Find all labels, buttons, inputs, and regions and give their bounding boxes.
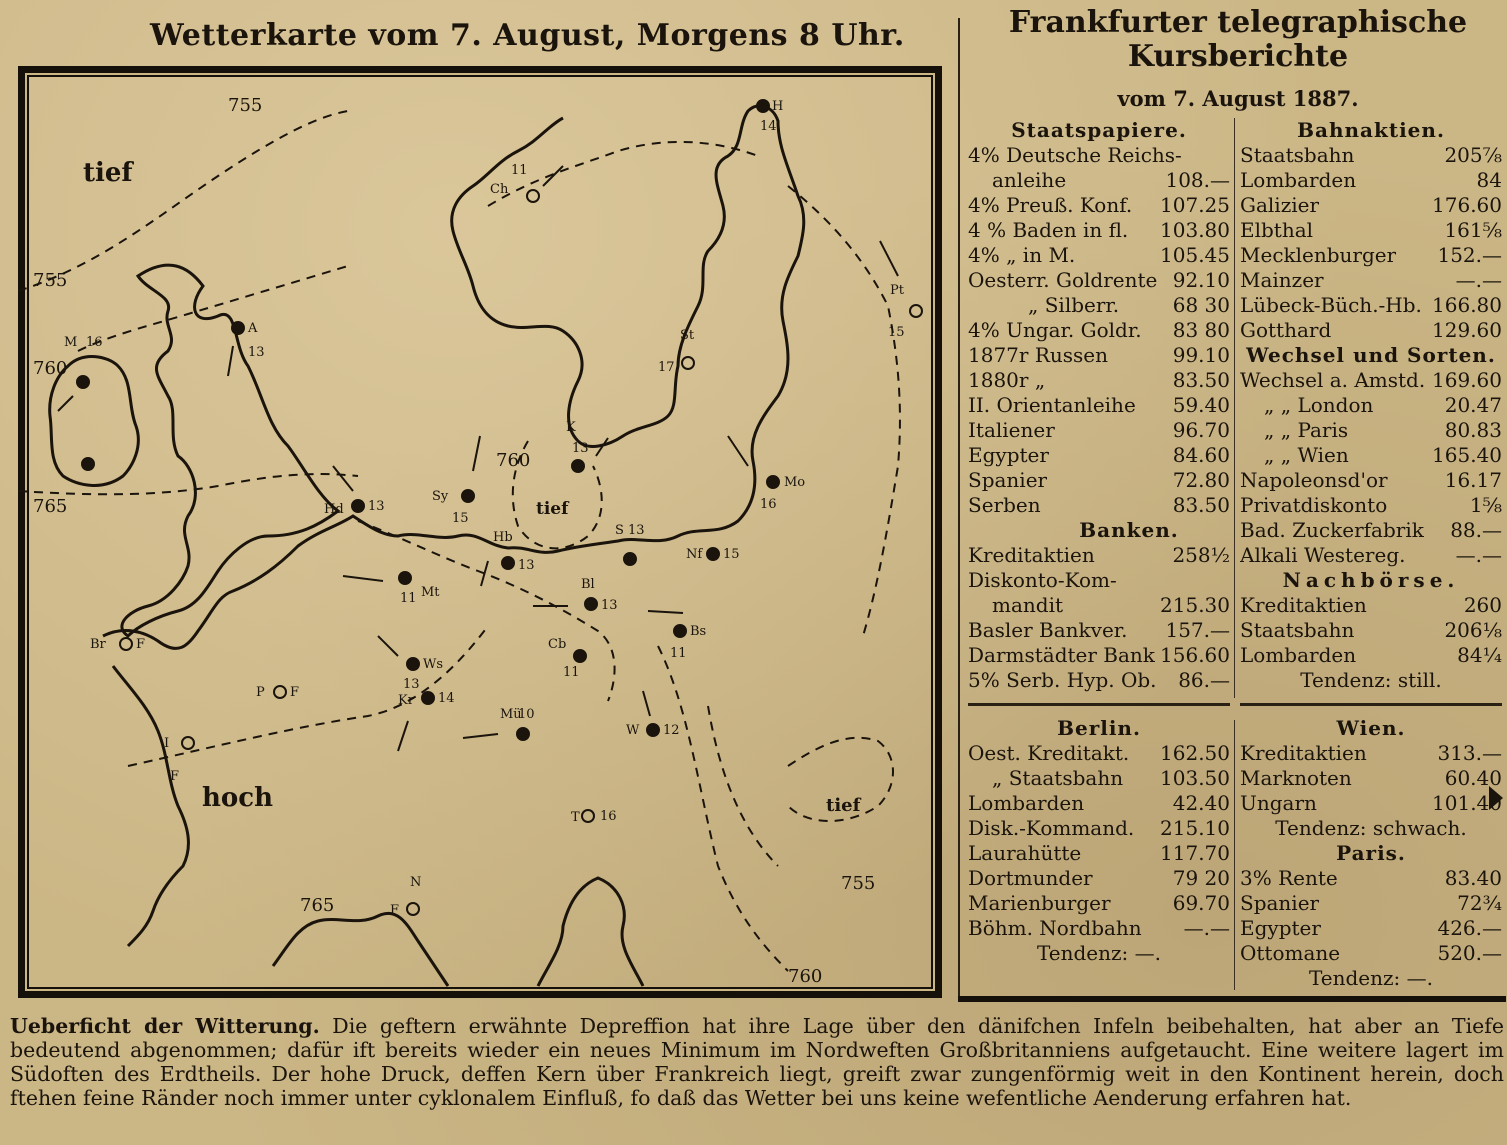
station-value-K: 13 [572,441,589,456]
station-value-Mu: 10 [518,707,535,722]
wind-arrow-Mu [463,734,498,738]
table-row: Dortmunder 79 20 [968,866,1230,890]
marker-Nf [707,548,719,560]
table-row: Marienburger 69.70 [968,891,1230,915]
station-code-Pt: Pt [890,283,904,298]
table-row: 3% Rente 83.40 [1240,866,1502,890]
heading-wechsel: Wechsel und Sorten. [1246,343,1496,367]
tendenz-berlin: Tendenz: —. [1036,941,1161,965]
market-report-date: vom 7. August 1887. [1117,86,1359,111]
station-value-Mo: 16 [760,497,777,512]
column-berlin [968,716,1230,966]
table-row: Wechsel a. Amstd. 169.60 [1240,368,1502,392]
table-row: Mecklenburger 152.— [1240,243,1502,267]
table-row: Galizier 176.60 [1240,193,1502,217]
table-row: Oest. Kreditakt. 162.50 [968,741,1230,765]
isobar-label-7: 755 [841,873,876,894]
station-code-Ch: Ch [490,182,509,197]
marker-St [682,357,694,369]
table-row: Staatsbahn 205⅞ [1240,143,1502,167]
marker-S [624,553,636,565]
marker-Bs [674,625,686,637]
table-row: 5% Serb. Hyp. Ob. 86.— [968,668,1230,692]
station-code-T: T [571,810,580,825]
station-value-Cb: 11 [563,665,580,680]
summary-text: Die geftern erwähnte Depreffion hat ihre Lage über den dänifchen Infeln beibehalten, hat aber an Tiefe bedeutend abgenommen; dafür ift bereits wieder ein neues Minimum im Nordweften Großbritanniens aufgetaucht. Eine weitere lagert im Südoften des Erdtheils. Der hohe Druck, deffen Kern über Frankreich liegt, greift zwar zungenförmig weit in den Kontinent herein, doch ftehen feine Ränder noch immer unter cyklonalem Einfluß, fo daß das Wetter bei uns keine wefentliche Aenderung erfahren hat. [10,1014,1504,1110]
station-value-Hd: 13 [368,499,385,514]
station-code-Hb: Hb [493,530,513,545]
weather-summary [10,1014,1504,1110]
isobar-label-3: 760 [33,358,68,379]
heading-banken: Banken. [1079,518,1179,542]
table-row: 1877r Russen 99.10 [968,343,1230,367]
table-row: Disk.-Kommand. 215.10 [968,816,1230,840]
station-code-Mo: Mo [784,475,806,490]
station-value-A: 13 [248,345,265,360]
table-row: 4% „ in M. 105.45 [968,243,1230,267]
station-value-Ws: 13 [403,677,420,692]
wind-arrows [58,166,898,751]
isobars [18,111,900,971]
column-wien-paris [1240,716,1502,991]
isobar-labels [33,95,875,987]
table-row: Darmstädter Bank 156.60 [968,643,1230,667]
table-row: Kreditaktien 313.— [1240,741,1502,765]
column-bahnaktien [1240,118,1502,693]
station-code-N: N [410,875,422,890]
table-row: Ottomane 520.— [1240,941,1502,965]
marker-Kr [422,692,434,704]
heading-bahnaktien: Bahnaktien. [1297,118,1445,142]
marker-Pt [910,305,922,317]
marker-Cb [574,650,586,662]
table-row: „ „ Paris 80.83 [1264,418,1502,442]
station-code-H: H [772,99,784,114]
table-row: mandit 215.30 [992,593,1230,617]
isobar-label-2: 755 [33,270,68,291]
wind-arrow-Kr [398,721,408,751]
station-labels [64,99,905,918]
station-code-Mt: Mt [421,585,440,600]
column-divider-bottom [1234,720,1235,990]
table-row: Privatdiskonto 1⅝ [1240,493,1502,517]
isobar-label-5: 760 [496,450,531,471]
table-row: Mainzer —.— [1240,268,1502,292]
table-row: „ Silberr. 68 30 [1028,293,1230,317]
station-value-W: 12 [663,723,680,738]
wind-arrow-Sy [473,436,480,471]
pressure-region-labels [83,158,862,816]
marker-Mt [399,572,411,584]
tendenz-nachboerse: Tendenz: still. [1300,668,1442,692]
marker-Br [120,638,132,650]
station-value-S: 13 [628,523,645,538]
table-row: „ Staatsbahn 103.50 [992,766,1230,790]
coastlines [50,106,804,986]
station-value-Nf: 15 [723,547,740,562]
table-row: Egypter 84.60 [968,443,1230,467]
table-row: Gotthard 129.60 [1240,318,1502,342]
station-value-N: F [390,903,400,918]
station-value-Bs: 11 [670,646,687,661]
coastline-iberia [113,666,188,946]
marker-Ch [527,190,539,202]
station-code-Nf: Nf [686,547,703,562]
station-code-Sy: Sy [432,489,449,504]
table-row: Kreditaktien 258½ [968,543,1230,567]
marker-T [582,810,594,822]
section-rule-left [968,703,1230,706]
isobar-755-north [18,111,348,291]
station-code-St: St [680,328,695,343]
marker-A [232,322,244,334]
table-row: Marknoten 60.40 [1240,766,1502,790]
isobar-755-south [708,706,778,866]
table-row: Alkali Westereg. —.— [1240,543,1502,567]
table-row: Staatsbahn 206⅛ [1240,618,1502,642]
station-code-Ws: Ws [423,657,444,672]
station-value-Sy: 15 [452,511,469,526]
heading-paris: Paris. [1336,841,1406,865]
table-row: Diskonto-Kom- [968,568,1117,592]
station-code-I: I [164,736,170,751]
region-label-tief-center: tief [536,499,569,519]
isobar-label-6: 765 [300,895,335,916]
table-row: Kreditaktien 260 [1240,593,1502,617]
station-value-Hb: 13 [518,558,535,573]
weather-map [18,66,942,998]
coastline-balkan [538,878,643,986]
marker-Mo [767,476,779,488]
marker-Hb [502,557,514,569]
marker-Bl [585,598,597,610]
table-row: Spanier 72¾ [1240,891,1502,915]
station-code-A: A [248,321,258,336]
heading-wien: Wien. [1336,716,1406,740]
isobar-label-8: 760 [788,966,823,987]
station-value-St: 17 [658,360,675,375]
region-label-hoch: hoch [202,783,273,813]
table-row: Bad. Zuckerfabrik 88.— [1240,518,1502,542]
station-value-Mt: 11 [400,591,417,606]
table-row: Italiener 96.70 [968,418,1230,442]
marker-P [274,686,286,698]
table-row: Böhm. Nordbahn —.— [968,916,1230,940]
region-label-tief-southeast: tief [826,795,861,816]
station-value-Pt: 15 [888,325,905,340]
marker-Hd [352,500,364,512]
station-value-Kr: 14 [438,691,455,706]
market-report-title: Frankfurter telegraphische Kursberichte [1008,5,1468,74]
station-code-Hd: Hd [324,502,344,517]
table-row: 4% Preuß. Konf. 107.25 [968,193,1230,217]
isobar-765-west [18,474,358,494]
section-rule-right [1240,703,1502,706]
tendenz-paris: Tendenz: —. [1308,966,1433,990]
table-row: Napoleonsd'or 16.17 [1240,468,1502,492]
station-code-Mu: Mü [500,707,522,722]
map-title: Wetterkarte vom 7. August, Morgens 8 Uhr. [150,18,905,53]
marker-K [572,460,584,472]
table-row: 4 % Baden in fl. 103.80 [968,218,1230,242]
region-label-tief-north: tief [83,158,133,188]
isobar-760-ireland [78,266,348,351]
table-row: Elbthal 161⅝ [1240,218,1502,242]
table-row: 4% Ungar. Goldr. 83 80 [968,318,1230,342]
table-row: Spanier 72.80 [968,468,1230,492]
station-value-M: 16 [86,335,103,350]
marker-N [407,903,419,915]
heading-staatspapiere: Staatspapiere. [1011,118,1187,142]
table-row: Lombarden 42.40 [968,791,1230,815]
coastline-britain [122,265,338,636]
table-row: Lübeck-Büch.-Hb. 166.80 [1240,293,1502,317]
marker-H [757,100,769,112]
station-code-Cb: Cb [548,637,567,652]
heading-berlin: Berlin. [1057,716,1141,740]
table-row: „ „ London 20.47 [1264,393,1502,417]
wind-arrow-Bs [648,611,683,613]
wind-arrow-A [228,346,233,376]
summary-lead: Ueberficht der Witterung. [10,1014,320,1038]
station-code-P: P [256,685,265,700]
wind-arrow-M [58,396,73,411]
station-value-I: F [170,769,180,784]
wind-arrow-Pt [880,241,898,276]
isobar-label-4: 765 [33,496,68,517]
bottom-rule [958,996,1506,1002]
wind-arrow-W [643,691,650,716]
marker-I [182,737,194,749]
wind-arrow-Ch [543,166,563,186]
wind-arrow-Mo [728,436,748,466]
isobar-label-1: 755 [228,95,263,116]
column-divider-top [1234,118,1235,698]
marker-M [77,376,89,388]
wind-arrow-Hd [333,466,353,491]
table-row: Lombarden 84 [1240,168,1502,192]
isobar-760-south [658,646,788,971]
station-value-Br: F [136,637,146,652]
station-code-Kr: Kr [398,693,414,708]
table-row: 4% Deutsche Reichs- [968,143,1182,167]
table-row: Laurahütte 117.70 [968,841,1230,865]
table-row: II. Orientanleihe 59.40 [968,393,1230,417]
station-code-Bs: Bs [690,624,707,639]
isobar-east [788,186,900,636]
continuation-arrow-icon [1489,786,1503,810]
table-row: anleihe 108.— [992,168,1230,192]
table-row: Oesterr. Goldrente 92.10 [968,268,1230,292]
marker-Ws [407,658,419,670]
station-code-K: K [566,420,576,435]
heading-nachboerse: Nachbörse. [1282,568,1460,592]
wind-arrow-Mt [343,576,383,581]
marker-ireland-2 [82,458,94,470]
station-code-Bl: Bl [581,577,595,592]
marker-Mu [517,728,529,740]
table-row: Lombarden 84¼ [1240,643,1502,667]
station-value-T: 16 [600,809,617,824]
station-code-S: S [615,523,624,538]
column-rule [958,18,960,998]
station-code-W: W [626,723,640,738]
station-code-Br: Br [90,637,106,652]
station-value-P: F [290,685,300,700]
station-code-M: M [64,335,78,350]
table-row: 1880r „ 83.50 [968,368,1230,392]
table-row: Egypter 426.— [1240,916,1502,940]
table-row: „ „ Wien 165.40 [1264,443,1502,467]
coastline-continent [103,106,804,649]
station-value-H: 14 [760,119,777,134]
marker-W [647,724,659,736]
table-row: Basler Bankver. 157.— [968,618,1230,642]
marker-Sy [462,490,474,502]
station-value-Ch: 11 [511,163,528,178]
table-row: Ungarn 101.40 [1240,791,1502,815]
coastline-italy [273,913,448,986]
tendenz-wien: Tendenz: schwach. [1275,816,1467,840]
station-value-Bl: 13 [601,598,618,613]
table-row: Serben 83.50 [968,493,1230,517]
column-staatspapiere [968,118,1230,693]
wind-arrow-Ws [378,636,398,656]
